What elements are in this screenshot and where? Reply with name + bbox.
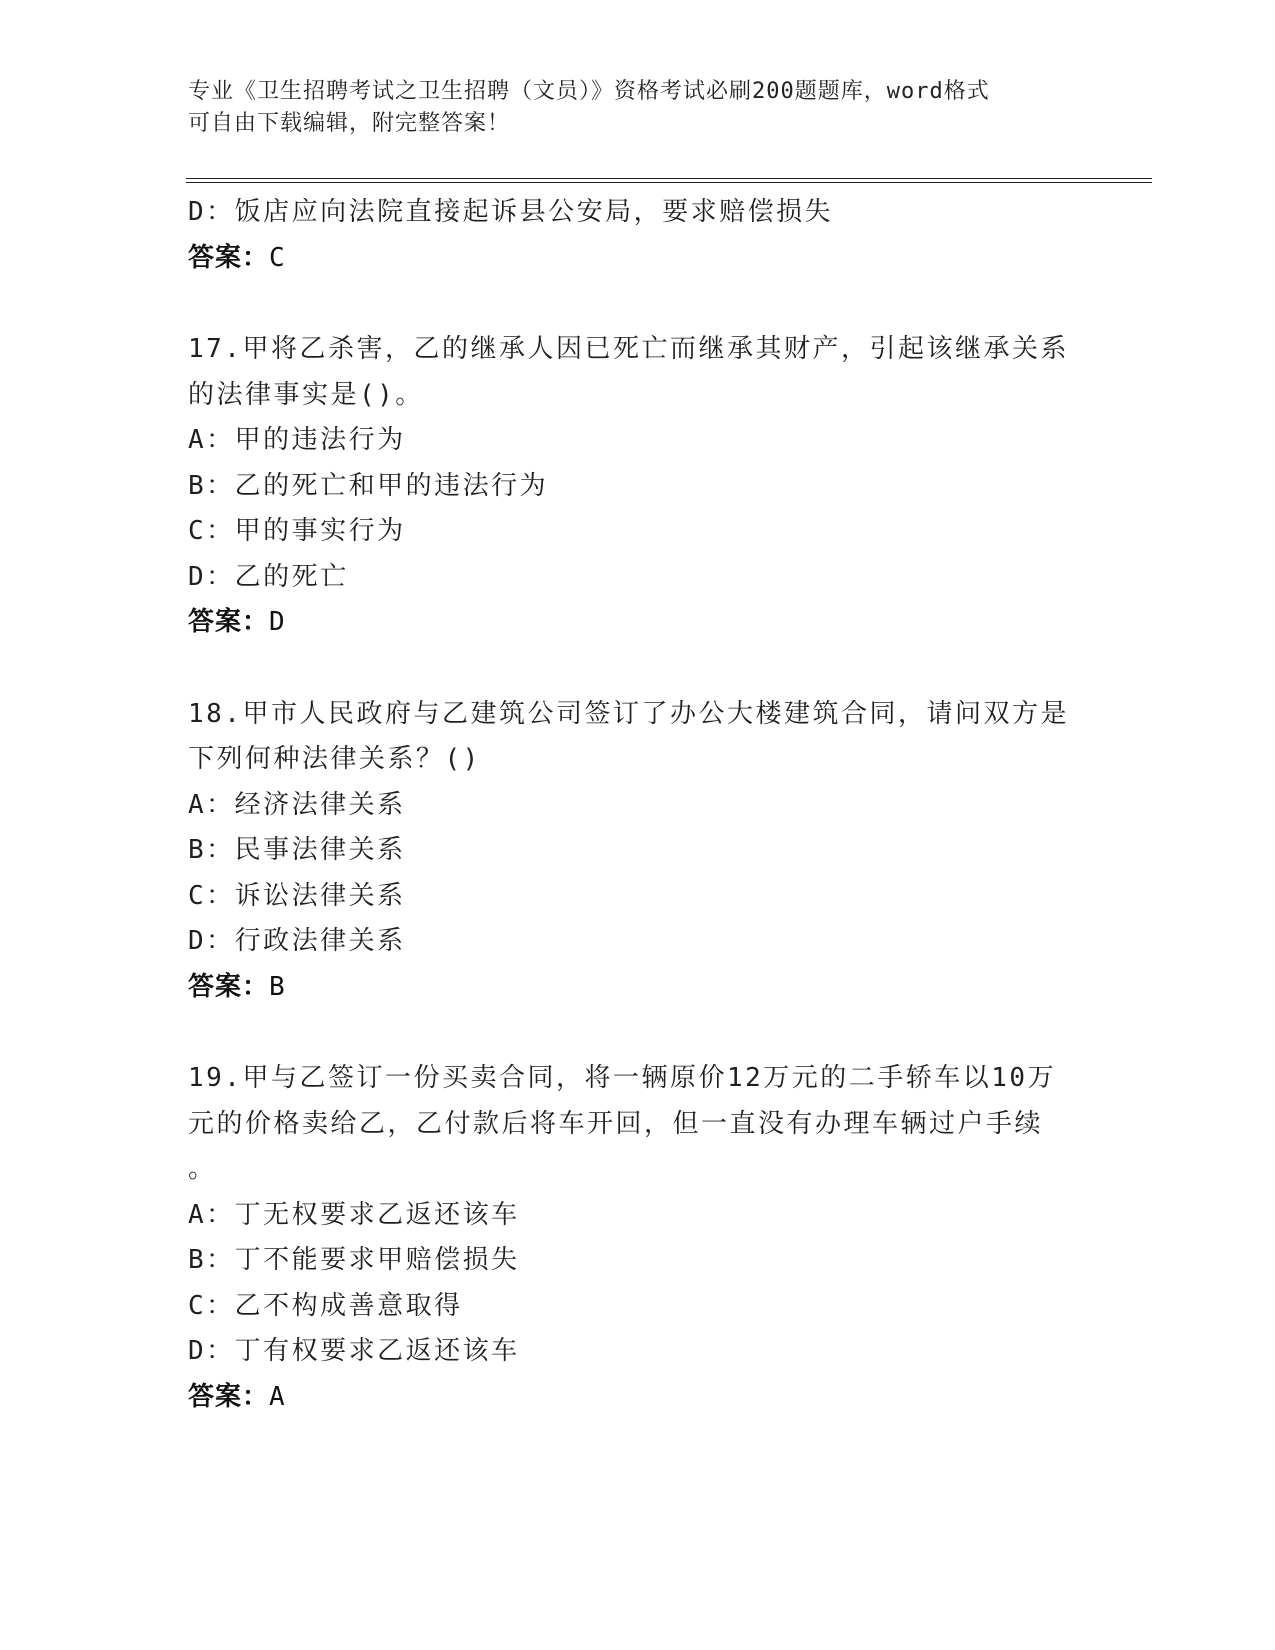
- question-text-line-1: 19.甲与乙签订一份买卖合同，将一辆原价12万元的二手轿车以10万: [188, 1063, 1057, 1093]
- question-text-line-1: 18.甲市人民政府与乙建筑公司签订了办公大楼建筑合同，请问双方是: [188, 698, 1069, 729]
- question-text-line-2: 元的价格卖给乙，乙付款后将车开回，但一直没有办理车辆过户手续: [188, 1108, 1044, 1139]
- answer-label: 答案：: [188, 607, 270, 637]
- question-text-line-2: 的法律事实是()。: [188, 379, 424, 410]
- answer-line: [188, 965, 1088, 1011]
- answer-line: [188, 600, 1088, 646]
- answer-line: [188, 1375, 1088, 1421]
- answer-label: 答案：: [188, 971, 270, 1002]
- option-a: A：丁无权要求乙返还该车: [188, 1199, 520, 1230]
- header-divider: [186, 178, 1152, 183]
- answer-value: C: [269, 242, 286, 273]
- option-a: A：经济法律关系: [188, 789, 406, 820]
- option-b: B：乙的死亡和甲的违法行为: [188, 470, 549, 501]
- option-d: D：行政法律关系: [188, 926, 406, 956]
- question-text-line-1: 17.甲将乙杀害，乙的继承人因已死亡而继承其财产，引起该继承关系: [188, 334, 1069, 364]
- header-line-1: 专业《卫生招聘考试之卫生招聘（文员）》资格考试必刷200题题库，word格式: [188, 79, 990, 104]
- option-a: A：甲的违法行为: [188, 425, 406, 455]
- question-text-line-2: 下列何种法律关系？(): [188, 744, 481, 774]
- answer-label: 答案：: [188, 1381, 270, 1412]
- option-c: C：诉讼法律关系: [188, 880, 406, 911]
- page-header: [188, 76, 1068, 140]
- question-18: [188, 692, 1088, 1011]
- answer-label: 答案：: [188, 242, 270, 273]
- answer-line: [188, 236, 1088, 282]
- answer-value: D: [269, 607, 286, 637]
- document-body: [188, 190, 1088, 1420]
- question-17: [188, 327, 1088, 646]
- previous-question-tail: [188, 190, 1088, 281]
- option-b: B：丁不能要求甲赔偿损失: [188, 1245, 520, 1275]
- option-c: C：甲的事实行为: [188, 516, 406, 546]
- option-c: C：乙不构成善意取得: [188, 1290, 463, 1321]
- question-19: [188, 1056, 1088, 1420]
- header-line-2: 可自由下载编辑，附完整答案！: [188, 111, 511, 136]
- option-d: D：乙的死亡: [188, 561, 349, 592]
- question-text-line-3: 。: [188, 1154, 217, 1184]
- answer-value: A: [269, 1381, 286, 1412]
- option-d: D：丁有权要求乙返还该车: [188, 1336, 520, 1366]
- option-b: B：民事法律关系: [188, 835, 406, 865]
- answer-value: B: [269, 971, 286, 1002]
- option-d: D：饭店应向法院直接起诉县公安局，要求赔偿损失: [188, 197, 834, 227]
